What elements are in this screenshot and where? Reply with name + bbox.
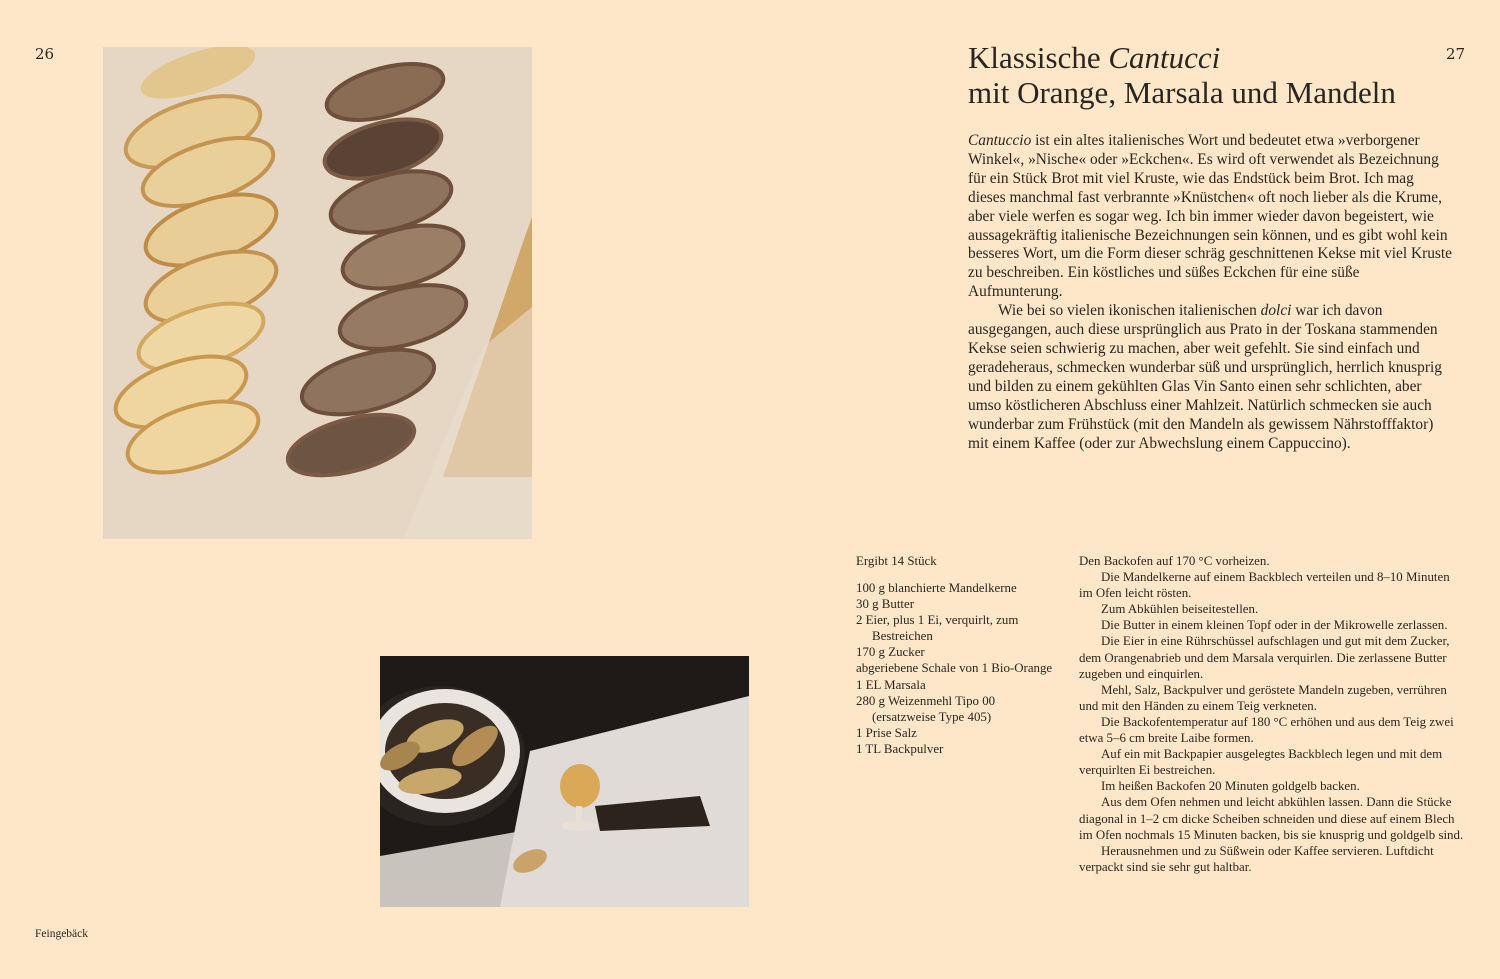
method-steps xyxy=(1079,553,1464,875)
title-line1-plain: Klassische xyxy=(968,40,1109,75)
intro-text xyxy=(968,132,1453,453)
method-step: Im heißen Backofen 20 Minuten goldgelb backen. xyxy=(1101,779,1360,794)
method-step: Auf ein mit Backpapier ausgelegtes Backblech legen und mit dem verquirlten Ei bestreichen. xyxy=(1079,747,1443,778)
intro-paragraph-2 xyxy=(968,302,1453,453)
method-step: Zum Abkühlen beiseitestellen. xyxy=(1101,602,1259,617)
page-number-right: 27 xyxy=(1446,45,1466,63)
recipe-title xyxy=(968,40,1438,110)
recipe-yield: Ergibt 14 Stück xyxy=(856,554,937,568)
ingredient-item: abgeriebene Schale von 1 Bio-Orange xyxy=(856,661,1053,676)
intro-p2-start: Wie bei so vielen ikonischen italienischen xyxy=(998,302,1261,320)
method-step: Die Mandelkerne auf einem Backblech verteilen und 8–10 Minuten im Ofen leicht rösten. xyxy=(1079,570,1450,601)
ingredient-item: 1 EL Marsala xyxy=(856,677,926,692)
method-step: Mehl, Salz, Backpulver und geröstete Mandeln zugeben, verrühren und mit den Händen zu einem Teig verkneten. xyxy=(1079,682,1447,713)
intro-p1-rest: ist ein altes italienisches Wort und bedeutet etwa »verborgener Winkel«, »Nische« oder »Eckchen«. Es wird oft verwendet als Bezeichnung für ein Stück Brot mit viel Kruste, wie das Endstück beim Brot. Ich mag dieses manchmal fast verbrannte »Knüstchen« oft noch lieber als die Krume, aber viele werfen es sogar weg. Ich bin immer wieder davon begeistert, wie aussagekräftig italienische Bezeichnungen sein können, und es gibt wohl kein besseres Wort, um die Form dieser schräg geschnittenen Kekse mit viel Kruste zu beschreiben. Ein köstliches und süßes Eckchen für eine süße Aufmunterung. xyxy=(968,132,1453,301)
cantucci-tray-photo xyxy=(103,47,532,539)
method-step: Die Backofentemperatur auf 180 °C erhöhen und aus dem Teig zwei etwa 5–6 cm breite Laibe formen. xyxy=(1079,714,1454,746)
intro-p2-italic: dolci xyxy=(1260,302,1292,320)
method-step: Den Backofen auf 170 °C vorheizen. xyxy=(1079,554,1270,568)
section-footer: Feingebäck xyxy=(35,928,89,940)
ingredient-item: 2 Eier, plus 1 Ei, verquirlt, zum Bestreichen xyxy=(856,613,1019,644)
method-step: Die Butter in einem kleinen Topf oder in der Mikrowelle zerlassen. xyxy=(1101,618,1448,633)
method-step: Aus dem Ofen nehmen und leicht abkühlen lassen. Dann die Stücke diagonal in 1–2 cm dicke Scheiben schneiden und diese auf einem Blech im Ofen nochmals 15 Minuten backen, bis sie knusprig und goldgelb sind. xyxy=(1079,795,1464,842)
title-line2: mit Orange, Marsala und Mandeln xyxy=(968,75,1396,110)
page-number-left: 26 xyxy=(35,45,55,63)
ingredient-list xyxy=(856,580,1056,757)
cantucci-bowl-wine-photo xyxy=(380,656,749,907)
ingredient-item: 170 g Zucker xyxy=(856,645,925,660)
intro-p2-rest: war ich davon ausgegangen, auch diese ursprünglich aus Prato in der Toskana stammenden Kekse seien schwierig zu machen, aber weit gefehlt. Sie sind einfach und geradeheraus, schmecken wunderbar süß und ursprünglich, herrlich knusprig und bilden zu einem gekühlten Glas Vin Santo einen sehr schlichten, aber umso köstlicheren Abschluss einer Mahlzeit. Natürlich schmecken sie auch wunderbar zum Frühstück (mit den Mandeln als gewissem Nährstofffaktor) mit einem Kaffee (oder zur Abwechslung einem Cappuccino). xyxy=(968,302,1442,452)
ingredient-item: 280 g Weizenmehl Tipo 00 (ersatzweise Type 405) xyxy=(856,693,996,724)
ingredient-item: 1 TL Backpulver xyxy=(856,741,944,756)
ingredient-item: 1 Prise Salz xyxy=(856,725,917,740)
intro-paragraph-1 xyxy=(968,132,1453,302)
ingredient-item: 30 g Butter xyxy=(856,597,915,612)
ingredient-item: 100 g blanchierte Mandelkerne xyxy=(856,581,1017,595)
intro-p1-italic: Cantuccio xyxy=(968,132,1032,149)
method-step: Die Eier in eine Rührschüssel aufschlagen und gut mit dem Zucker, dem Orangenabrieb und dem Marsala verquirlen. Die zerlassene Butter zugeben und einquirlen. xyxy=(1079,634,1450,681)
title-line1-italic: Cantucci xyxy=(1108,40,1221,75)
method-step: Herausnehmen und zu Süßwein oder Kaffee servieren. Luftdicht verpackt sind sie sehr gut haltbar. xyxy=(1079,843,1434,874)
